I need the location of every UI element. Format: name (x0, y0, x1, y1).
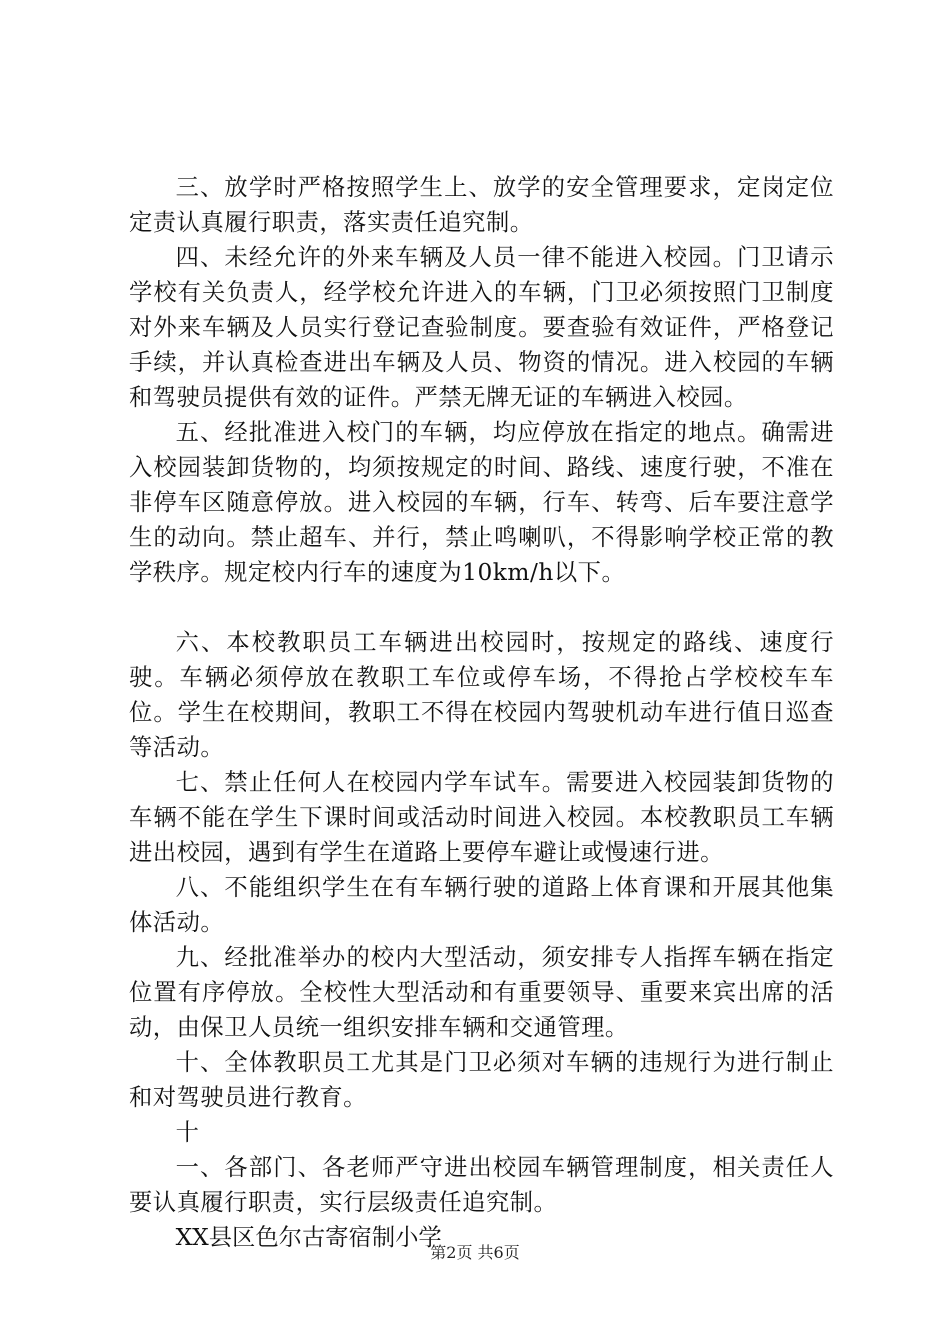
paragraph-8: 八、不能组织学生在有车辆行驶的道路上体育课和开展其他集体活动。 (129, 874, 834, 936)
paragraph-7: 七、禁止任何人在校园内学车试车。需要进入校园装卸货物的车辆不能在学生下课时间或活动时间进入校园。本校教职员工车辆进出校园，遇到有学生在道路上要停车避让或慢速行进。 (129, 769, 834, 866)
signature-school-name: XX县区色尔古寄宿制小学 (175, 1224, 442, 1251)
paragraph-5: 五、经批准进入校门的车辆，均应停放在指定的地点。确需进入校园装卸货物的，均须按规定的时间、路线、速度行驶，不准在非停车区随意停放。进入校园的车辆，行车、转弯、后车要注意学生的动向。禁止超车、并行，禁止鸣喇叭，不得影响学校正常的教学秩序。规定校内行车的速度为10km/h以下。 (129, 419, 834, 586)
paragraph-11-heading: 十 (175, 1119, 200, 1146)
paragraph-4: 四、未经允许的外来车辆及人员一律不能进入校园。门卫请示学校有关负责人，经学校允许进入的车辆，门卫必须按照门卫制度对外来车辆及人员实行登记查验制度。要查验有效证件，严格登记手续，并认真检查进出车辆及人员、物资的情况。进入校园的车辆和驾驶员提供有效的证件。严禁无牌无证的车辆进入校园。 (129, 244, 834, 411)
page-footer: 第2页 共6页 (430, 1243, 520, 1262)
document-body (129, 170, 834, 1255)
paragraph-3: 三、放学时严格按照学生上、放学的安全管理要求，定岗定位定责认真履行职责，落实责任追究制。 (129, 174, 834, 236)
paragraph-11: 一、各部门、各老师严守进出校园车辆管理制度，相关责任人要认真履行职责，实行层级责任追究制。 (129, 1154, 834, 1216)
paragraph-10: 十、全体教职员工尤其是门卫必须对车辆的违规行为进行制止和对驾驶员进行教育。 (129, 1049, 834, 1111)
paragraph-6: 六、本校教职员工车辆进出校园时，按规定的路线、速度行驶。车辆必须停放在教职工车位或停车场，不得抢占学校校车车位。学生在校期间，教职工不得在校园内驾驶机动车进行值日巡查等活动。 (129, 629, 834, 761)
paragraph-9: 九、经批准举办的校内大型活动，须安排专人指挥车辆在指定位置有序停放。全校性大型活动和有重要领导、重要来宾出席的活动，由保卫人员统一组织安排车辆和交通管理。 (129, 944, 834, 1041)
